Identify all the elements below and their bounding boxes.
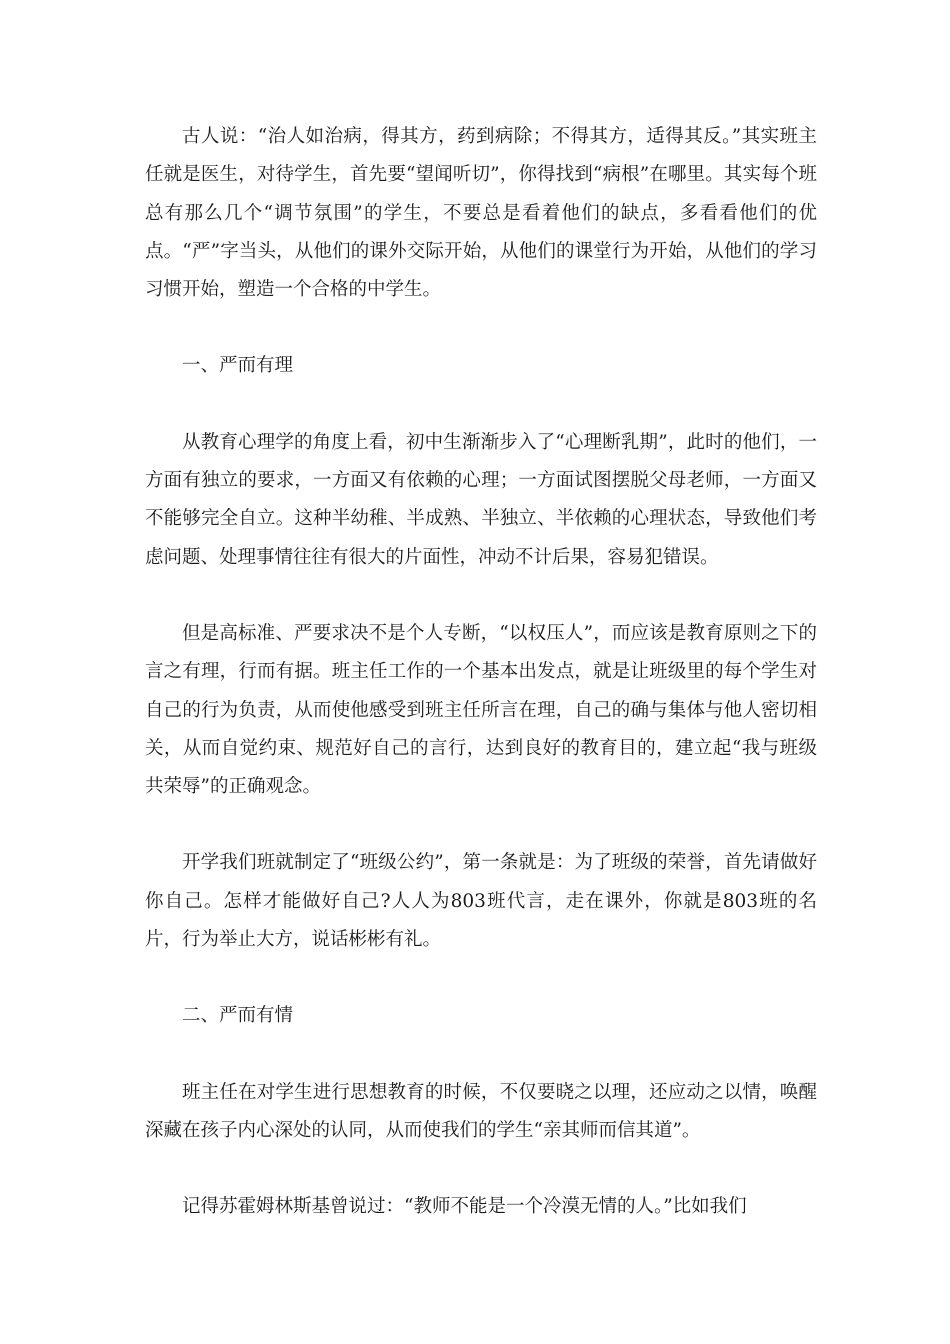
document-body <box>145 118 817 1227</box>
paragraph-standards: 但是高标准、严要求决不是个人专断，“以权压人”，而应该是教育原则之下的言之有理，行而有据。班主任工作的一个基本出发点，就是让班级里的每个学生对自己的行为负责，从而使他感受到班主任所言在理，自己的确与集体与他人密切相关，从而自觉约束、规范好自己的言行，达到良好的教育目的，建立起“我与班级共荣辱”的正确观念。 <box>145 622 817 798</box>
paragraph-intro: 古人说：“治人如治病，得其方，药到病除；不得其方，适得其反。”其实班主任就是医生，对待学生，首先要“望闻听切”，你得找到“病根”在哪里。其实每个班总有那么几个“调节氛围”的学生，不要总是看着他们的缺点，多看看他们的优点。“严”字当头，从他们的课外交际开始，从他们的课堂行为开始，从他们的学习习惯开始，塑造一个合格的中学生。 <box>145 126 817 301</box>
section-heading-1: 一、严而有理 <box>182 355 294 377</box>
paragraph-emotion: 班主任在对学生进行思想教育的时候，不仅要晓之以理，还应动之以情，唤醒深藏在孩子内心深处的认同，从而使我们的学生“亲其师而信其道”。 <box>145 1081 817 1141</box>
paragraph-class-convention: 开学我们班就制定了“班级公约”，第一条就是：为了班级的荣誉，首先请做好你自己。怎样才能做好自己?人人为803班代言，走在课外，你就是803班的名片，行为举止大方，说话彬彬有礼。 <box>145 852 817 951</box>
section-heading-2: 二、严而有情 <box>182 1005 294 1027</box>
paragraph-psychology: 从教育心理学的角度上看，初中生渐渐步入了“心理断乳期”，此时的他们，一方面有独立的要求，一方面又有依赖的心理；一方面试图摆脱父母老师，一方面又不能够完全自立。这种半幼稚、半成熟、半独立、半依赖的心理状态，导致他们考虑问题、处理事情往往有很大的片面性，冲动不计后果，容易犯错误。 <box>145 431 817 568</box>
paragraph-quote: 记得苏霍姆林斯基曾说过：“教师不能是一个冷漠无情的人。”比如我们 <box>182 1196 747 1218</box>
